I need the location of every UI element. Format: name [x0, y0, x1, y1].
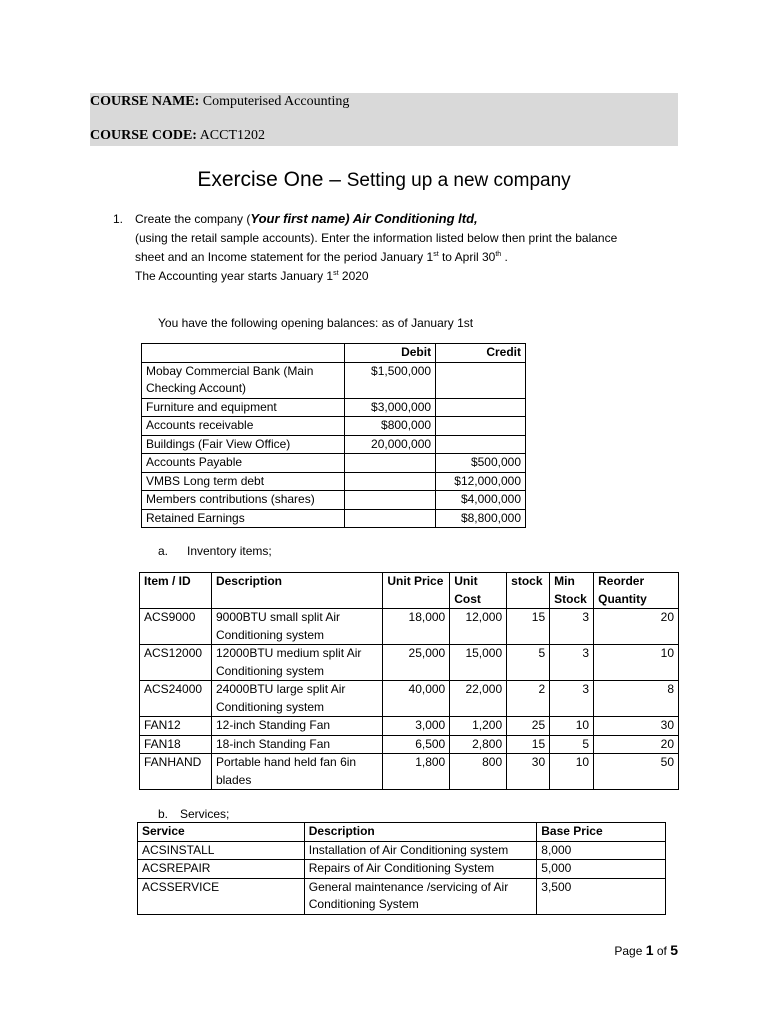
credit-cell	[436, 362, 526, 398]
course-name-line	[90, 94, 349, 110]
q1-line3-c: .	[501, 250, 508, 264]
description-cell: 18-inch Standing Fan	[211, 735, 382, 754]
stock-cell: 25	[507, 717, 550, 736]
header-cell: Credit	[436, 344, 526, 363]
debit-cell	[345, 509, 436, 528]
unit-price-cell: 1,800	[383, 754, 450, 790]
stock-cell: 5	[507, 645, 550, 681]
inventory-table	[139, 572, 679, 790]
question-line-2: (using the retail sample accounts). Enter the information listed below then print the balance	[135, 231, 618, 245]
page-word: Page	[614, 944, 646, 958]
credit-cell: $500,000	[436, 454, 526, 473]
account-cell: Retained Earnings	[142, 509, 345, 528]
unit-cost-cell: 12,000	[450, 609, 507, 645]
base-price-cell: 5,000	[537, 860, 666, 879]
debit-cell	[345, 472, 436, 491]
question-number: 1.	[113, 212, 124, 226]
description-cell: Portable hand held fan 6in blades	[211, 754, 382, 790]
table-row	[142, 362, 526, 398]
table-row	[140, 717, 679, 736]
account-cell: Accounts Payable	[142, 454, 345, 473]
question-line-1	[135, 210, 478, 229]
q1-line3-b: to April 30	[438, 250, 496, 264]
services-table	[137, 822, 666, 915]
min-stock-cell: 3	[550, 645, 594, 681]
unit-price-cell: 3,000	[383, 717, 450, 736]
header-cell: Reorder Quantity	[594, 573, 679, 609]
debit-cell: 20,000,000	[345, 435, 436, 454]
header-cell: Unit Cost	[450, 573, 507, 609]
credit-cell: $12,000,000	[436, 472, 526, 491]
min-stock-cell: 5	[550, 735, 594, 754]
description-cell: 9000BTU small split Air Conditioning system	[211, 609, 382, 645]
header-cell: Unit Price	[383, 573, 450, 609]
header-cell: Base Price	[537, 823, 666, 842]
item-id-cell: FANHAND	[140, 754, 212, 790]
stock-cell: 30	[507, 754, 550, 790]
base-price-cell: 8,000	[537, 841, 666, 860]
table-header-row	[142, 344, 526, 363]
question-line-3	[135, 248, 508, 267]
table-row	[140, 645, 679, 681]
service-description-cell: Installation of Air Conditioning system	[304, 841, 537, 860]
stock-cell: 15	[507, 735, 550, 754]
base-price-cell: 3,500	[537, 878, 666, 914]
account-cell: Mobay Commercial Bank (Main Checking Account)	[142, 362, 345, 398]
table-row	[140, 681, 679, 717]
opening-balances-table	[141, 343, 526, 528]
reorder-qty-cell: 20	[594, 609, 679, 645]
table-row	[142, 435, 526, 454]
reorder-qty-cell: 50	[594, 754, 679, 790]
description-cell: 12-inch Standing Fan	[211, 717, 382, 736]
unit-cost-cell: 2,800	[450, 735, 507, 754]
stock-cell: 15	[507, 609, 550, 645]
account-cell: Furniture and equipment	[142, 398, 345, 417]
reorder-qty-cell: 20	[594, 735, 679, 754]
table-row	[140, 754, 679, 790]
min-stock-cell: 3	[550, 609, 594, 645]
table-row	[142, 398, 526, 417]
item-id-cell: FAN18	[140, 735, 212, 754]
table-row	[140, 735, 679, 754]
header-cell: Service	[138, 823, 305, 842]
of-word: of	[653, 944, 671, 958]
debit-cell: $1,500,000	[345, 362, 436, 398]
account-cell: Buildings (Fair View Office)	[142, 435, 345, 454]
services-label: Services;	[180, 807, 230, 821]
table-row	[138, 841, 666, 860]
reorder-qty-cell: 30	[594, 717, 679, 736]
inventory-label: Inventory items;	[187, 544, 272, 558]
service-code-cell: ACSINSTALL	[138, 841, 305, 860]
unit-price-cell: 40,000	[383, 681, 450, 717]
opening-balances-intro: You have the following opening balances: as of January 1st	[158, 316, 474, 330]
q1-line3-sup1: st	[433, 251, 439, 258]
header-cell: stock	[507, 573, 550, 609]
title-main: Exercise One –	[197, 168, 347, 191]
q1-line3-sup2: th	[495, 251, 502, 258]
course-code-value: ACCT1202	[196, 128, 266, 143]
header-cell: Item / ID	[140, 573, 212, 609]
unit-cost-cell: 800	[450, 754, 507, 790]
header-cell: Min Stock	[550, 573, 594, 609]
credit-cell: $4,000,000	[436, 491, 526, 510]
description-cell: 24000BTU large split Air Conditioning system	[211, 681, 382, 717]
table-row	[140, 609, 679, 645]
table-row	[142, 491, 526, 510]
q1-line4-sup: st	[333, 270, 339, 277]
table-row	[138, 878, 666, 914]
table-row	[142, 454, 526, 473]
title-sub: Setting up a new company	[346, 170, 571, 191]
description-cell: 12000BTU medium split Air Conditioning system	[211, 645, 382, 681]
table-header-row	[138, 823, 666, 842]
item-id-cell: ACS12000	[140, 645, 212, 681]
unit-price-cell: 6,500	[383, 735, 450, 754]
table-row	[138, 860, 666, 879]
page-current: 1	[645, 942, 654, 958]
course-code-label: COURSE CODE:	[90, 128, 197, 143]
table-row	[142, 417, 526, 436]
service-description-cell: General maintenance /servicing of Air Conditioning System	[304, 878, 537, 914]
debit-cell	[345, 491, 436, 510]
question-line-4	[135, 267, 369, 286]
account-cell: Members contributions (shares)	[142, 491, 345, 510]
table-row	[142, 509, 526, 528]
debit-cell	[345, 454, 436, 473]
unit-price-cell: 25,000	[383, 645, 450, 681]
page-title	[0, 168, 768, 192]
header-cell	[142, 344, 345, 363]
min-stock-cell: 10	[550, 717, 594, 736]
min-stock-cell: 10	[550, 754, 594, 790]
q1-line4-a: The Accounting year starts January 1	[135, 269, 334, 283]
credit-cell	[436, 435, 526, 454]
unit-cost-cell: 1,200	[450, 717, 507, 736]
stock-cell: 2	[507, 681, 550, 717]
course-code-line	[90, 128, 265, 144]
table-header-row	[140, 573, 679, 609]
unit-cost-cell: 15,000	[450, 645, 507, 681]
service-description-cell: Repairs of Air Conditioning System	[304, 860, 537, 879]
service-code-cell: ACSREPAIR	[138, 860, 305, 879]
page-total: 5	[670, 942, 678, 958]
unit-price-cell: 18,000	[383, 609, 450, 645]
table-row	[142, 472, 526, 491]
reorder-qty-cell: 8	[594, 681, 679, 717]
q1-line1-emphasis: Your first name) Air Conditioning ltd,	[250, 211, 478, 226]
course-name-label: COURSE NAME:	[90, 94, 200, 109]
page-number	[614, 942, 678, 958]
debit-cell: $3,000,000	[345, 398, 436, 417]
item-id-cell: ACS9000	[140, 609, 212, 645]
reorder-qty-cell: 10	[594, 645, 679, 681]
item-id-cell: ACS24000	[140, 681, 212, 717]
credit-cell	[436, 398, 526, 417]
q1-line1-prefix: Create the company (	[135, 212, 251, 226]
account-cell: Accounts receivable	[142, 417, 345, 436]
unit-cost-cell: 22,000	[450, 681, 507, 717]
item-id-cell: FAN12	[140, 717, 212, 736]
q1-line3-a: sheet and an Income statement for the period January 1	[135, 250, 434, 264]
credit-cell	[436, 417, 526, 436]
credit-cell: $8,800,000	[436, 509, 526, 528]
course-name-value: Computerised Accounting	[199, 94, 350, 109]
account-cell: VMBS Long term debt	[142, 472, 345, 491]
course-header	[90, 93, 678, 146]
header-cell: Description	[304, 823, 537, 842]
header-cell: Description	[211, 573, 382, 609]
service-code-cell: ACSSERVICE	[138, 878, 305, 914]
header-cell: Debit	[345, 344, 436, 363]
services-label-letter: b.	[158, 807, 169, 821]
inventory-label-letter: a.	[158, 544, 169, 558]
min-stock-cell: 3	[550, 681, 594, 717]
debit-cell: $800,000	[345, 417, 436, 436]
q1-line4-b: 2020	[338, 269, 369, 283]
